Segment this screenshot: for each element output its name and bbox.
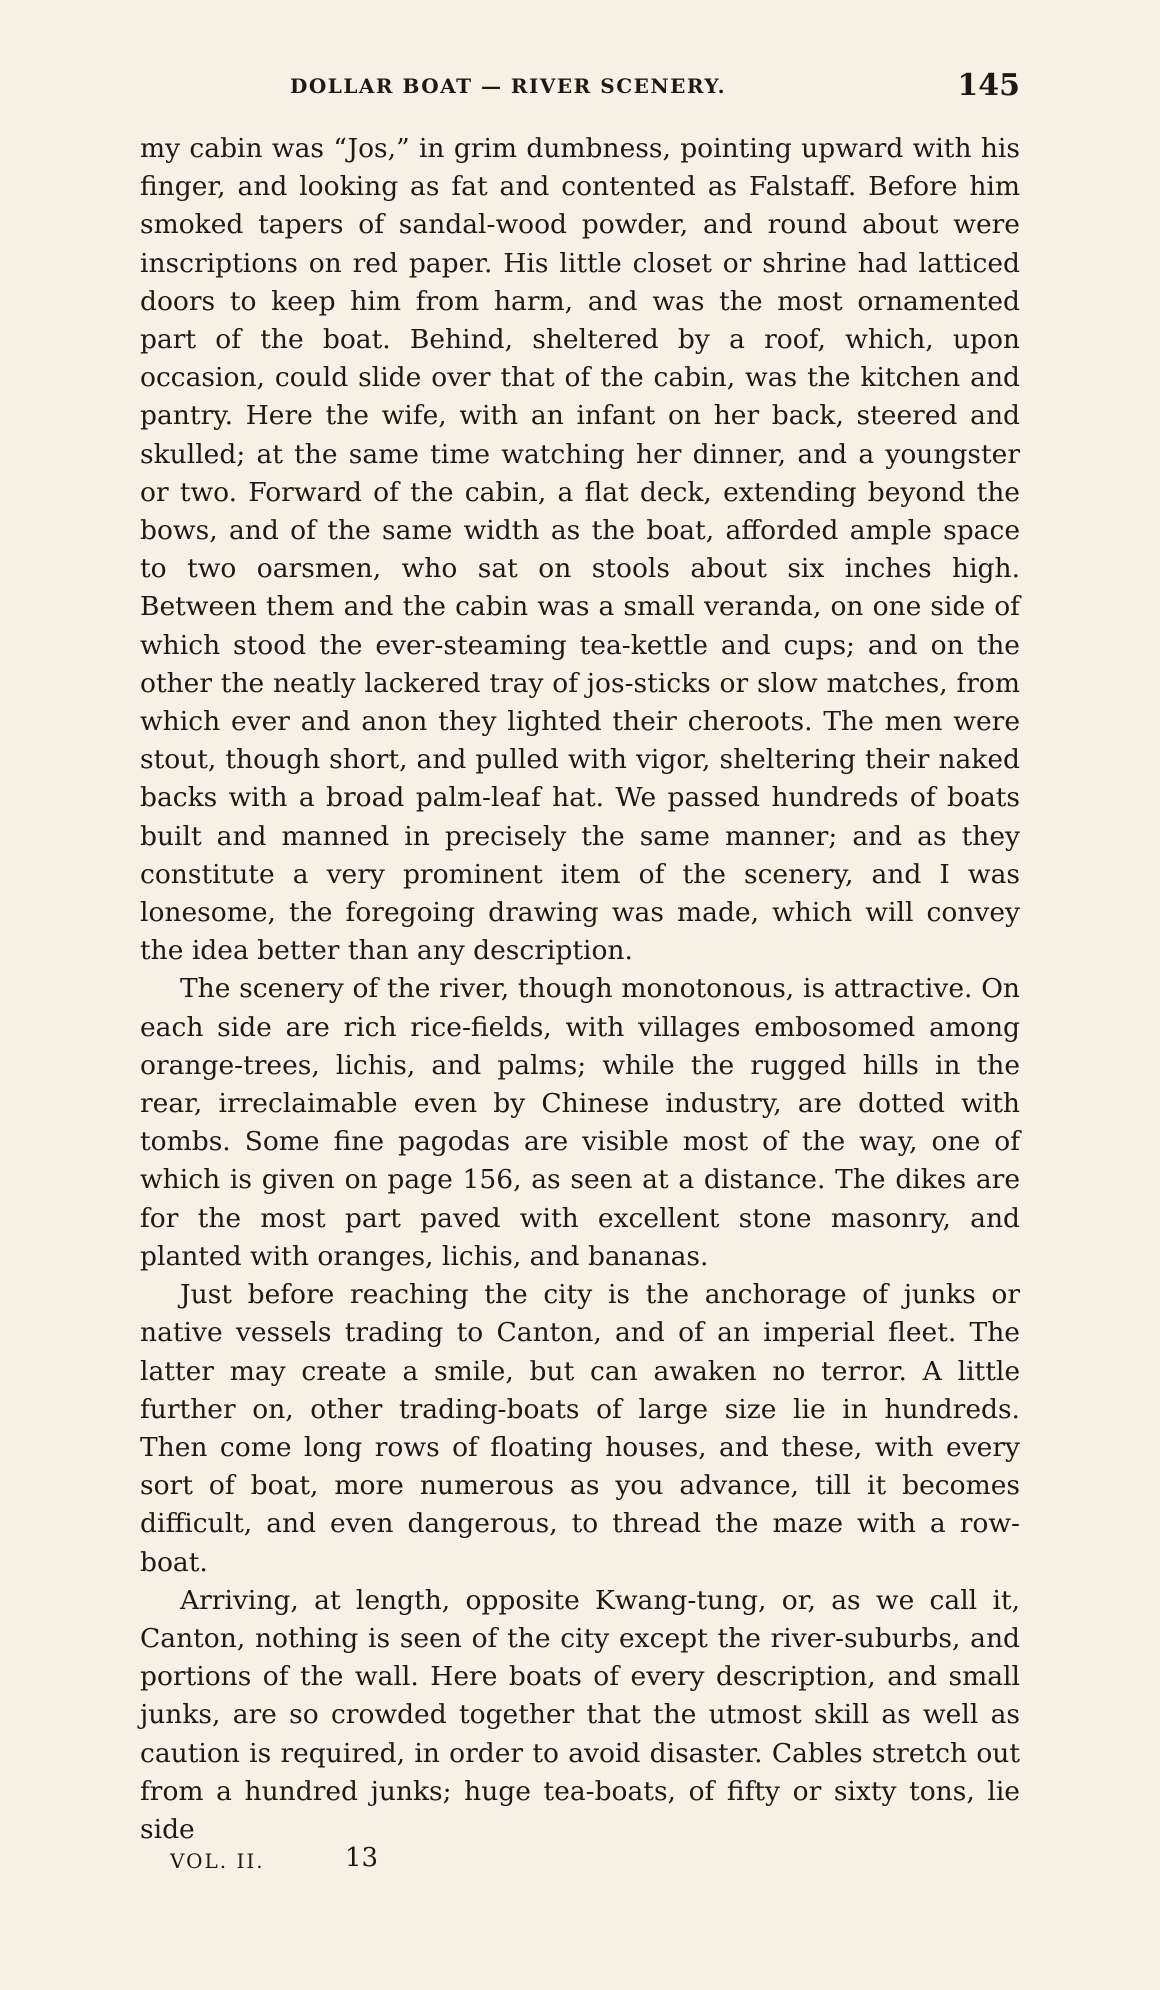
- paragraph-4: Arriving, at length, opposite Kwang-tung, or, as we call it, Canton, nothing is seen of the city except the river-suburbs, and portions of the wall. Here boats of every description, and small junks, are so crowded together that the utmost skill as well as caution is required, in order to avoid disaster. Cables stretch out from a hundred junks; huge tea-boats, of fifty or sixty tons, lie side: [140, 1584, 1020, 1845]
- running-head: [140, 70, 1020, 110]
- page-footer: [170, 1843, 570, 1883]
- signature-mark: 13: [345, 1843, 379, 1873]
- paragraph-2: The scenery of the river, though monotonous, is attractive. On each side are rich rice-fields, with villages embosomed among orange-trees, lichis, and palms; while the rugged hills in the rear, irreclaimable even by Chinese industry, are dotted with tombs. Some fine pagodas are visible most of the way, one of which is given on page 156, as seen at a distance. The dikes are for the most part paved with excellent stone masonry, and planted with oranges, lichis, and bananas.: [140, 973, 1020, 1272]
- volume-mark: VOL. II.: [170, 1849, 265, 1873]
- running-title: DOLLAR BOAT — RIVER SCENERY.: [290, 74, 727, 98]
- paragraph-3: Just before reaching the city is the anchorage of junks or native vessels trading to Canton, and of an imperial fleet. The latter may create a smile, but can awaken no terror. A little further on, other trading-boats of large size lie in hundreds. Then come long rows of floating houses, and these, with every sort of boat, more numerous as you advance, till it becomes difficult, and even dangerous, to thread the maze with a row-boat.: [140, 1279, 1020, 1578]
- body-text: [140, 130, 1020, 1849]
- page-number: 145: [957, 68, 1020, 103]
- paragraph-1: my cabin was “Jos,” in grim dumbness, pointing upward with his finger, and looking as fat and contented as Falstaff. Before him smoked tapers of sandal-wood powder, and round about were inscriptions on red paper. His little closet or shrine had latticed doors to keep him from harm, and was the most ornamented part of the boat. Behind, sheltered by a roof, which, upon occasion, could slide over that of the cabin, was the kitchen and pantry. Here the wife, with an infant on her back, steered and skulled; at the same time watching her dinner, and a youngster or two. Forward of the cabin, a flat deck, extending beyond the bows, and of the same width as the boat, afforded ample space to two oarsmen, who sat on stools about six inches high. Between them and the cabin was a small veranda, on one side of which stood the ever-steaming tea-kettle and cups; and on the other the neatly lackered tray of jos-sticks or slow matches, from which ever and anon they lighted their cheroots. The men were stout, though short, and pulled with vigor, sheltering their naked backs with a broad palm-leaf hat. We passed hundreds of boats built and manned in precisely the same manner; and as they constitute a very prominent item of the scenery, and I was lonesome, the foregoing drawing was made, which will convey the idea better than any description.: [140, 133, 1020, 967]
